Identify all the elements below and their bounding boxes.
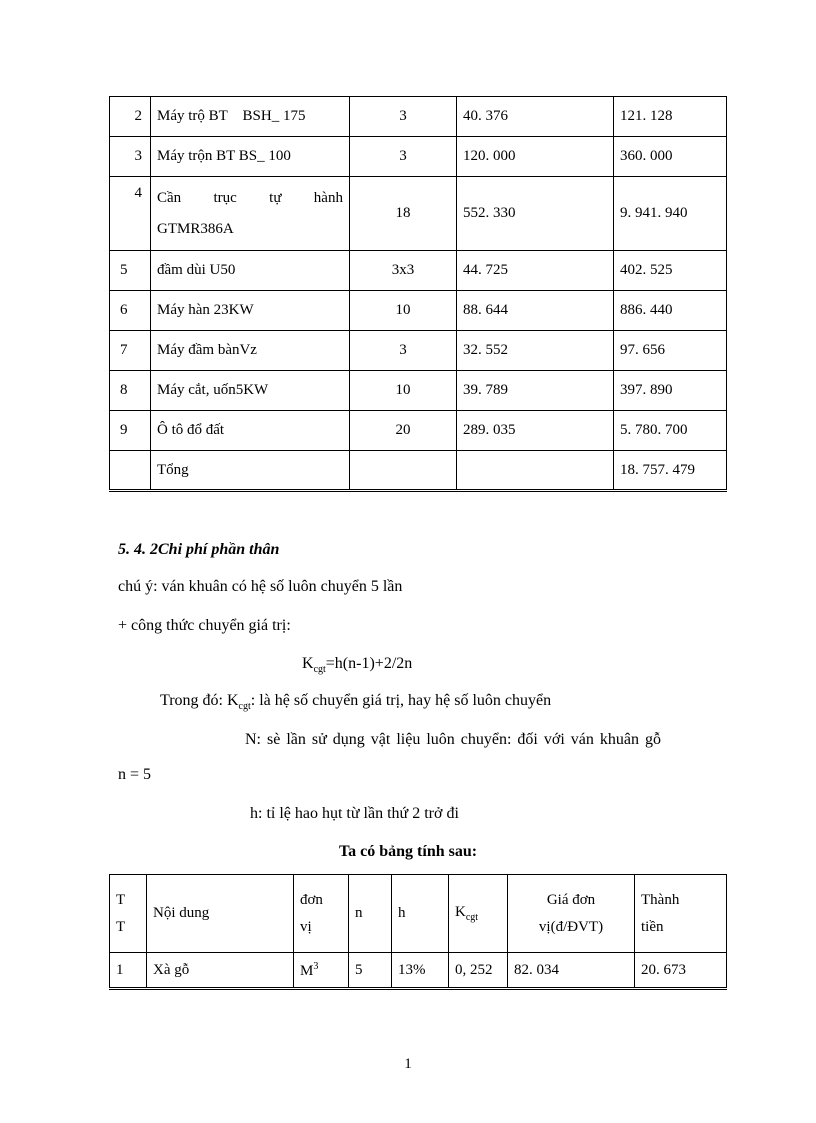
header-k [449,875,508,953]
quantity: 3 [350,137,457,177]
header-tt-line1: T [116,891,126,908]
table-row [110,411,727,451]
header-content: Nội dung [147,875,294,953]
table-row [110,251,727,291]
row-total: 20. 673 [635,953,727,989]
row-number: 9 [110,411,151,451]
table2-caption: Ta có bảng tính sau: [338,843,478,860]
section-title: 5. 4. 2Chi phí phần thân [118,541,280,558]
total-cost: 402. 525 [614,251,727,291]
quantity: 3 [350,97,457,137]
where-subscript: cgt [238,701,251,713]
table-row [110,953,727,989]
row-n: 5 [349,953,392,989]
quantity: 10 [350,371,457,411]
unit-price: 40. 376 [457,97,614,137]
formula-intro: + công thức chuyển giá trị: [118,617,291,634]
quantity: 3x3 [350,251,457,291]
table-row [110,331,727,371]
empty-cell [350,451,457,491]
table-total-row [110,451,727,491]
header-h: h [392,875,449,953]
table-row [110,371,727,411]
n-value: n = 5 [118,766,152,783]
row-content: Xà gỗ [147,953,294,989]
total-cost: 360. 000 [614,137,727,177]
header-unit [294,875,349,953]
table-header-row [110,875,727,953]
where-rest: : là hệ số chuyển giá trị, hay hệ số luôn chuyển [250,692,552,709]
quantity: 18 [350,177,457,251]
equipment-name-line1 [157,190,343,207]
total-cost: 97. 656 [614,331,727,371]
note-text: chú ý: ván khuân có hệ số luôn chuyển 5 lần [118,578,403,595]
word: tự [269,189,282,206]
equipment-name: Máy đầm bànVz [151,331,350,371]
word: hành [313,189,343,206]
total-cost: 886. 440 [614,291,727,331]
equipment-name: Máy hàn 23KW [151,291,350,331]
page-number: 1 [404,1056,412,1072]
equipment-table [109,96,727,492]
header-tt-line2: T [116,918,126,935]
formula-rhs: =h(n-1)+2/2n [325,655,413,672]
cost-table [109,874,727,990]
word: trục [213,189,237,206]
unit-price: 552. 330 [457,177,614,251]
total-cost: 397. 890 [614,371,727,411]
header-k-letter: K [455,904,466,920]
row-number: 4 [110,177,151,251]
formula-subscript: cgt [313,664,326,676]
row-number: 5 [110,251,151,291]
row-unit-letter: M [300,962,314,979]
quantity: 20 [350,411,457,451]
unit-price: 39. 789 [457,371,614,411]
word: Cần [157,189,182,206]
row-number: 3 [110,137,151,177]
quantity: 10 [350,291,457,331]
row-price: 82. 034 [508,953,635,989]
row-h: 13% [392,953,449,989]
unit-price: 120. 000 [457,137,614,177]
empty-cell [457,451,614,491]
unit-price: 88. 644 [457,291,614,331]
row-number: 8 [110,371,151,411]
equipment-name-line2: GTMR386A [157,220,234,237]
row-number [110,451,151,491]
formula-k: K [302,655,314,672]
table-row [110,97,727,137]
unit-price: 32. 552 [457,331,614,371]
unit-price: 289. 035 [457,411,614,451]
header-total-line2: tiền [641,918,664,935]
header-k-subscript: cgt [465,912,479,923]
formula [302,655,412,675]
n-definition: N: sè lần sử dụng vật liệu luôn chuyển: đối với ván khuân gỗ [245,731,661,748]
total-cost: 121. 128 [614,97,727,137]
where-text [160,692,551,712]
header-price-line2: vị(đ/ĐVT) [538,918,604,935]
header-unit-line2: vị [300,918,312,935]
equipment-name: Máy trộ BT BSH_ 175 [151,97,350,137]
row-number: 7 [110,331,151,371]
equipment-name: Ô tô đổ đất [151,411,350,451]
header-unit-line1: đơn [300,891,323,908]
total-cost: 5. 780. 700 [614,411,727,451]
grand-total: 18. 757. 479 [614,451,727,491]
header-price [508,875,635,953]
row-number: 2 [110,97,151,137]
unit-price: 44. 725 [457,251,614,291]
total-cost: 9. 941. 940 [614,177,727,251]
header-price-line1: Giá đơn [546,891,596,908]
quantity: 3 [350,331,457,371]
equipment-name: Máy trộn BT BS_ 100 [151,137,350,177]
header-tt [110,875,147,953]
equipment-name: Máy cắt, uốn5KW [151,371,350,411]
header-n: n [349,875,392,953]
table-row [110,137,727,177]
where-prefix: Trong đó: K [160,692,239,709]
h-definition: h: tỉ lệ hao hụt từ lần thứ 2 trở đi [250,805,459,822]
row-number: 6 [110,291,151,331]
header-total-line1: Thành [641,891,680,908]
row-unit-superscript: 3 [313,960,319,972]
equipment-name: đầm dùi U50 [151,251,350,291]
table-row [110,177,727,251]
row-unit [294,953,349,989]
table-row [110,291,727,331]
total-label: Tổng [151,451,350,491]
row-k: 0, 252 [449,953,508,989]
equipment-name [151,177,350,251]
row-tt: 1 [110,953,147,989]
header-total [635,875,727,953]
